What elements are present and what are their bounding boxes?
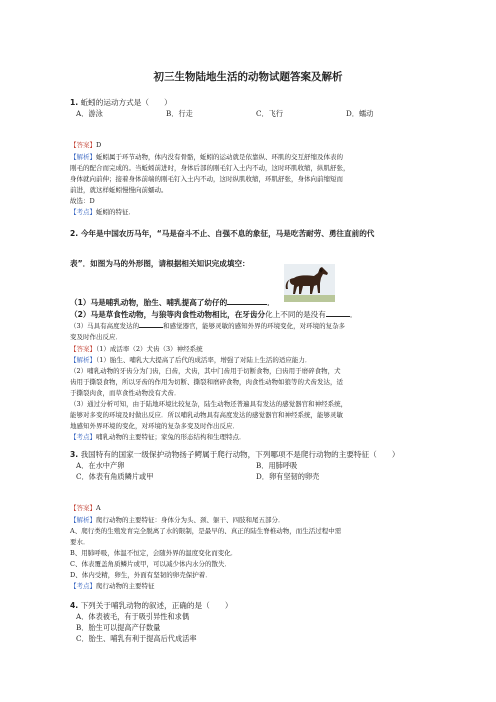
q1-analysis-line-4: 前进，就这样蚯蚓慢慢向前蠕动。 — [70, 186, 168, 194]
q3-option-c: C．体表有角质鳞片或甲 — [76, 472, 154, 481]
q1-analysis-line-1 — [70, 152, 343, 161]
q3-analysis-line-6: D、体内受精，卵生，外面有坚韧的卵壳保护着． — [70, 571, 212, 579]
q2-sub-3-a: （3）马具有高度发达的 — [70, 322, 140, 330]
answer-tag: 【答案】 — [70, 141, 96, 149]
q3-exam-point — [70, 581, 155, 590]
answer-tag: 【答案】 — [70, 504, 96, 512]
question-1-number: 1. — [70, 98, 79, 107]
q4-option-a: A．体表被毛，有于吸引异性和求偶 — [76, 612, 190, 621]
q2-sub-1-text: （1）马是哺乳动物，胎生、哺乳提高了幼仔的 — [70, 298, 228, 307]
analysis-text: （1）胎生、哺乳大大提高了后代的成活率，增强了对陆上生活的适应能力． — [96, 356, 312, 364]
q2-analysis-line-2: （2）哺乳动物的牙齿分为门齿，臼齿，犬齿，其中门齿用于切断食物，臼齿用于磨碎食物，犬 — [70, 367, 341, 375]
analysis-text: 蚯蚓属于环节动物，体内没有骨骼，蚯蚓的运动就是依靠纵、环肌的交互舒缩及体表的 — [96, 153, 343, 161]
q2-analysis-line-7: 地感知外界环境的变化，对环境的复杂多变及时作出反应． — [70, 422, 239, 430]
q1-option-c: C．飞行 — [256, 109, 284, 118]
question-4-text: 下列关于哺乳动物的叙述，正确的是（ ） — [80, 601, 233, 610]
question-4-number: 4. — [70, 601, 79, 610]
q3-answer — [70, 503, 101, 512]
exam-point-text: 蚯蚓的特征． — [96, 208, 135, 216]
q2-sub-3-b: 和感觉器官，能够灵敏的感知外界的环境变化，对环境的复杂多 — [163, 322, 346, 330]
q2-sub-3-line-1 — [70, 321, 345, 330]
q3-option-b: B．用肺呼吸 — [256, 461, 298, 470]
q1-analysis-line-3: 身体就向前伸；接着身体前端的刚毛钉入土内不动，这时纵肌收缩，环肌舒张，身体向前缩短而 — [70, 175, 343, 183]
q2-sub-1-end: ． — [267, 298, 275, 307]
question-3-text: 我国特有的国家一级保护动物扬子鳄属于爬行动物，下列哪项不是爬行动物的主要特征（ ） — [80, 450, 400, 459]
q2-sub-2 — [70, 309, 357, 320]
question-2-stem-line-1 — [70, 228, 374, 239]
q3-analysis-line-4: B、用肺呼吸，体温不恒定，会随外界的温度变化而变化． — [70, 549, 238, 557]
q1-exam-point — [70, 207, 135, 216]
q3-analysis-line-1 — [70, 515, 285, 524]
q2-analysis-line-4: 于撕裂肉食，而草食性动物没有犬齿． — [70, 389, 181, 397]
analysis-tag: 【解析】 — [70, 356, 96, 364]
question-3-stem — [70, 449, 400, 460]
q2-analysis-line-6: 能够对多变的环境及时做出反应．所以哺乳动物具有高度发达的感觉器官和神经系统，能够灵敏 — [70, 411, 343, 419]
q2-blank-2 — [326, 310, 350, 317]
exam-point-text: 爬行动物的主要特征 — [96, 582, 155, 590]
question-2-text: 今年是中国农历马年，“马是奋斗不止、自强不息的象征，马是吃苦耐劳、勇往直前的代 — [80, 229, 375, 238]
q1-option-d: D．蠕动 — [346, 109, 374, 118]
q3-analysis-line-3: 要水． — [70, 538, 90, 546]
q4-option-b: B．胎生可以提高产仔数量 — [76, 623, 161, 632]
question-4-stem — [70, 600, 232, 611]
answer-value: A — [96, 504, 101, 512]
q1-option-b: B．行走 — [166, 109, 193, 118]
q1-option-a: A．游泳 — [76, 109, 103, 118]
question-3-number: 3. — [70, 450, 79, 459]
horse-image — [284, 264, 335, 302]
q3-option-d: D．卵有坚韧的卵壳 — [256, 472, 320, 481]
exam-point-tag: 【考点】 — [70, 582, 96, 590]
question-2-number: 2. — [70, 229, 79, 238]
q2-blank-3 — [139, 321, 163, 328]
exam-point-tag: 【考点】 — [70, 433, 96, 441]
q1-analysis-line-2: 刚毛的配合而完成的。当蚯蚓前进时，身体后部的刚毛钉入土内不动，这时环肌收缩，纵肌舒张， — [70, 164, 350, 172]
q2-sub-3-line-2: 变及时作出反应． — [70, 333, 122, 341]
answer-value: （1）成活率（2）犬齿（3）神经系统 — [96, 345, 203, 353]
analysis-tag: 【解析】 — [70, 516, 96, 524]
q1-choice-line: 故选：D — [70, 197, 95, 205]
q2-exam-point — [70, 432, 246, 441]
answer-tag: 【答案】 — [70, 345, 96, 353]
q3-analysis-line-2: A、爬行类的生殖发育完全脱离了水的限制，是最早的、真正的陆生脊椎动物，而生活过程中需 — [70, 527, 342, 535]
q2-sub-2-end: ． — [349, 310, 358, 319]
q2-analysis-line-1 — [70, 355, 311, 364]
q3-option-a: A．在水中产卵 — [76, 461, 125, 470]
q4-option-c: C．胎生、哺乳有利于提高后代成活率 — [76, 634, 197, 643]
question-2-stem-line-2: 表”．如图为马的外形图，请根据相关知识完成填空： — [70, 259, 250, 268]
exam-point-tag: 【考点】 — [70, 208, 96, 216]
q1-answer — [70, 140, 101, 149]
page-title: 初三生物陆地生活的动物试题答案及解析 — [153, 71, 343, 83]
answer-value: D — [96, 141, 102, 149]
q3-analysis-line-5: C、体表覆盖角质鳞片或甲，可以减少体内水分的散失． — [70, 560, 231, 568]
q2-sub-2-rest: 化上不同的是没有 — [265, 310, 326, 319]
analysis-tag: 【解析】 — [70, 153, 96, 161]
question-1-stem — [70, 97, 172, 108]
question-1-text: 蚯蚓的运动方式是（ ） — [80, 98, 172, 107]
q2-sub-2-bold-text: （2）马是草食性动物，与狼等肉食性动物相比，在牙齿分 — [70, 310, 266, 319]
q2-analysis-line-3: 齿用于撕裂食物，所以牙齿的作用为切断、撕裂和磨碎食物，肉食性动物如狼等的犬齿发达，适 — [70, 378, 343, 386]
q2-blank-1 — [227, 298, 267, 305]
analysis-text: 爬行动物的主要特征：身体分为头、颈、躯干、四肢和尾五部分． — [96, 516, 285, 524]
q2-sub-1 — [70, 297, 275, 308]
q2-analysis-line-5: （3）通过分析可知，由于陆地环境比较复杂，陆生动物还普遍具有发达的感觉器官和神经系统， — [70, 400, 348, 408]
exam-point-text: 哺乳动物的主要特征；家兔的形态结构和生理特点． — [96, 433, 246, 441]
q2-answer — [70, 344, 203, 353]
